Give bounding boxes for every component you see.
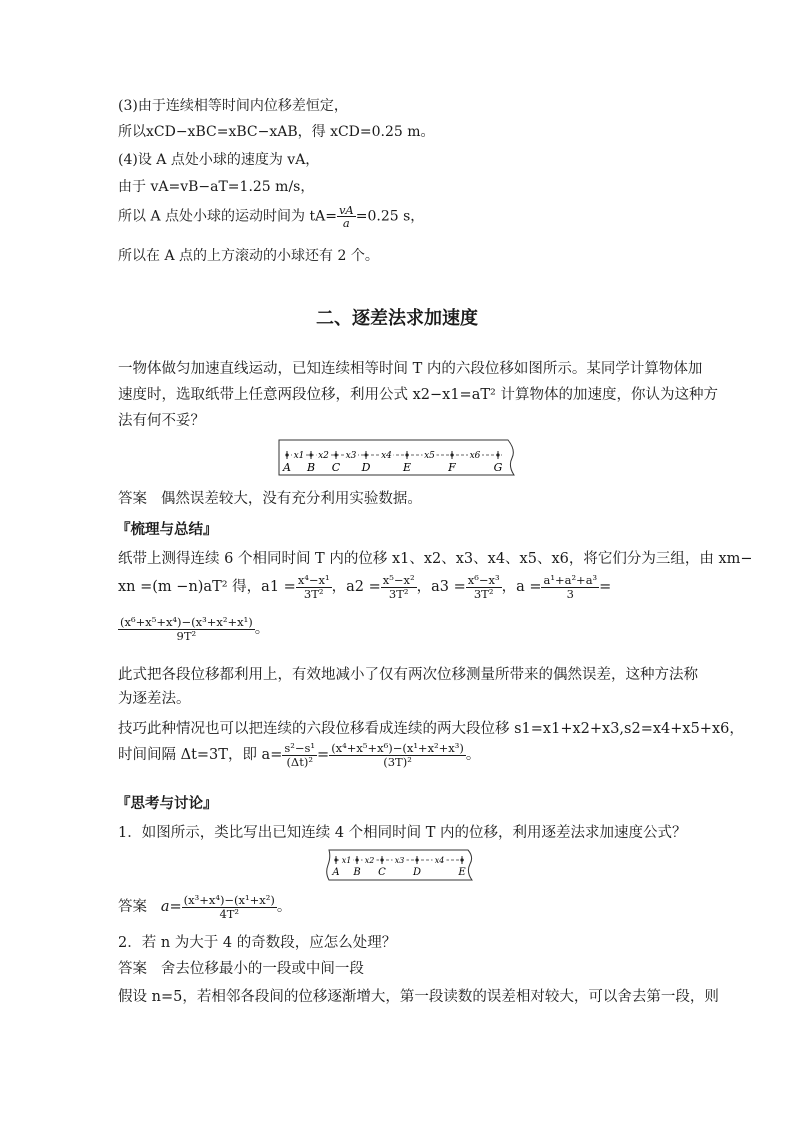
question-1: 1．如图所示，类比写出已知连续 4 个相同时间 T 内的位移，利用逐差法求加速度公式？: [118, 825, 687, 841]
fraction-a: [541, 574, 599, 599]
answer-text: 舍去位移最小的一段或中间一段: [160, 961, 364, 977]
summary-line-3: [118, 616, 269, 642]
answer-end: 。: [276, 899, 292, 915]
frac-num: x⁵−x²: [382, 573, 415, 588]
tape-segment-label: x2: [364, 856, 375, 865]
tape-point-label: C: [331, 461, 341, 474]
tape-diagram-2: [324, 848, 474, 882]
answer-label: 答案: [118, 491, 147, 507]
tape-point-label: E: [458, 867, 466, 878]
frac-num: s²−s¹: [284, 741, 316, 756]
summary-text-g: =: [317, 747, 330, 763]
tape-point-dot: [285, 453, 288, 456]
tape-segment-label: x2: [318, 451, 329, 461]
answer-1: [118, 486, 422, 512]
frac-den: 3T²: [388, 586, 409, 601]
tape-segment-label: x5: [424, 451, 435, 461]
frac-num: (x⁴+x⁵+x⁶)−(x¹+x²+x³): [331, 741, 464, 756]
top-line-5-b: =0.25 s，: [355, 208, 425, 225]
tape-segment-label: x3: [345, 451, 357, 461]
tape-segment-label: x3: [394, 856, 405, 865]
tape-segment-label: x4: [381, 451, 392, 461]
tape-point-label: G: [493, 461, 503, 474]
tape-segment-label: x1: [341, 856, 352, 865]
top-line-6: 所以在 A 点的上方滚动的小球还有 2 个。: [118, 248, 379, 264]
tape-point-dot: [334, 858, 337, 861]
summary-line-6: 技巧此种情况也可以把连续的六段位移看成连续的两大段位移 s1=x1+x2+x3,s2=x4+x5+x6，: [118, 721, 744, 737]
tape-diagram-1: [276, 438, 516, 478]
top-line-5-a: 所以 A 点处小球的运动时间为 tA=: [118, 208, 337, 225]
answer-label: 答案: [118, 899, 147, 915]
tape-point-dot: [355, 858, 358, 861]
frac-den: (Δt)²: [286, 754, 313, 769]
tape-point-label: D: [361, 461, 371, 474]
frac-num: (x³+x⁴)−(x¹+x²): [183, 893, 275, 908]
answer-formula-prefix: a=: [160, 899, 182, 915]
frac-den: (3T)²: [383, 754, 412, 769]
tape-point-dot: [450, 453, 453, 456]
tape-point-dot: [496, 453, 499, 456]
tape-point-dot: [364, 453, 367, 456]
summary-text-f: 时间间隔 Δt=3T，即 a=: [118, 747, 283, 763]
summary-line-7: [118, 742, 480, 768]
frac-den: 9T²: [176, 628, 197, 643]
frac-den: 3T²: [303, 586, 324, 601]
frac-den: 3T²: [473, 586, 494, 601]
top-line-4: 由于 vA=vB−aT=1.25 m/s，: [118, 179, 315, 195]
summary-text-e: =: [599, 579, 612, 595]
discussion-heading: 『思考与讨论』: [116, 796, 218, 812]
frac-num: a¹+a²+a³: [543, 573, 598, 588]
tape-outline: [327, 850, 472, 880]
fraction-a-full: [118, 616, 255, 641]
frac-num: x⁶−x³: [467, 573, 500, 588]
tape-point-label: E: [402, 461, 412, 474]
top-line-5: [118, 204, 424, 229]
last-line: 假设 n=5，若相邻各段间的位移逐渐增大，第一段读数的误差相对较大，可以舍去第一段，则: [118, 989, 719, 1005]
top-line-2: 所以xCD−xBC=xBC−xAB，得 xCD=0.25 m。: [118, 124, 435, 140]
frac-den: 4T²: [219, 906, 240, 921]
tape-segment-label: x6: [469, 451, 481, 461]
frac-num: vA: [338, 203, 354, 217]
frac-den: a: [342, 216, 350, 231]
fraction-a3: [466, 574, 502, 599]
frac-den: 3: [566, 586, 574, 601]
tape-point-dot: [415, 858, 418, 861]
tape-point-dot: [460, 858, 463, 861]
summary-text-end: 。: [254, 621, 270, 637]
tape-point-dot: [380, 858, 383, 861]
intro-line-1: 一物体做匀加速直线运动，已知连续相等时间 T 内的六段位移如图所示。某同学计算物体加: [118, 361, 703, 377]
top-line-1: (3)由于连续相等时间内位移差恒定，: [118, 98, 348, 114]
question-2: 2．若 n 为大于 4 的奇数段，应怎么处理？: [118, 935, 397, 951]
summary-text-c: ，a3 =: [416, 579, 466, 595]
tape-point-label: A: [283, 461, 291, 474]
tape-point-label: B: [306, 461, 316, 474]
tape-segment-label: x1: [293, 451, 305, 461]
tape-point-label: F: [448, 461, 456, 474]
section-title: 二、逐差法求加速度: [316, 308, 478, 329]
summary-line-4: 此式把各段位移都利用上，有效地减小了仅有两次位移测量所带来的偶然误差，这种方法称: [118, 667, 698, 683]
tape-point-label: B: [353, 867, 361, 878]
answer-label: 答案: [118, 961, 147, 977]
frac-num: (x⁶+x⁵+x⁴)−(x³+x²+x¹): [120, 615, 253, 630]
answer-q1: [118, 894, 291, 920]
tape-point-dot: [309, 453, 312, 456]
fraction-s: [282, 742, 317, 767]
summary-text-d: ，a =: [501, 579, 542, 595]
answer-q2: [118, 956, 364, 982]
frac-num: x⁴−x¹: [297, 573, 330, 588]
fraction-vA-over-a: [337, 204, 356, 229]
tape-segment-label: x4: [434, 856, 445, 865]
tape-point-dot: [405, 453, 408, 456]
summary-line-5: 为逐差法。: [118, 691, 191, 707]
top-line-3: (4)设 A 点处小球的速度为 vA，: [118, 152, 320, 168]
tape-point-label: D: [412, 867, 422, 878]
fraction-answer-q1: [182, 894, 277, 919]
tape-point-label: C: [378, 867, 386, 878]
fraction-a1: [296, 574, 332, 599]
fraction-a2: [381, 574, 417, 599]
intro-line-3: 法有何不妥？: [118, 413, 205, 429]
summary-heading: 『梳理与总结』: [116, 522, 218, 538]
summary-text-a: xn =(m −n)aT² 得，a1 =: [118, 579, 296, 595]
tape-point-label: A: [332, 867, 340, 878]
fraction-x: [329, 742, 466, 767]
summary-text-h: 。: [465, 747, 481, 763]
summary-text-b: ，a2 =: [331, 579, 381, 595]
answer-text: 偶然误差较大，没有充分利用实验数据。: [160, 491, 422, 507]
tape-point-dot: [334, 453, 337, 456]
summary-line-1: 纸带上测得连续 6 个相同时间 T 内的位移 x1、x2、x3、x4、x5、x6，将它们分为三组，由 xm−: [118, 551, 753, 567]
summary-line-2: [118, 574, 611, 600]
intro-line-2: 速度时，选取纸带上任意两段位移，利用公式 x2−x1=aT² 计算物体的加速度，你认为这种方: [118, 387, 718, 403]
